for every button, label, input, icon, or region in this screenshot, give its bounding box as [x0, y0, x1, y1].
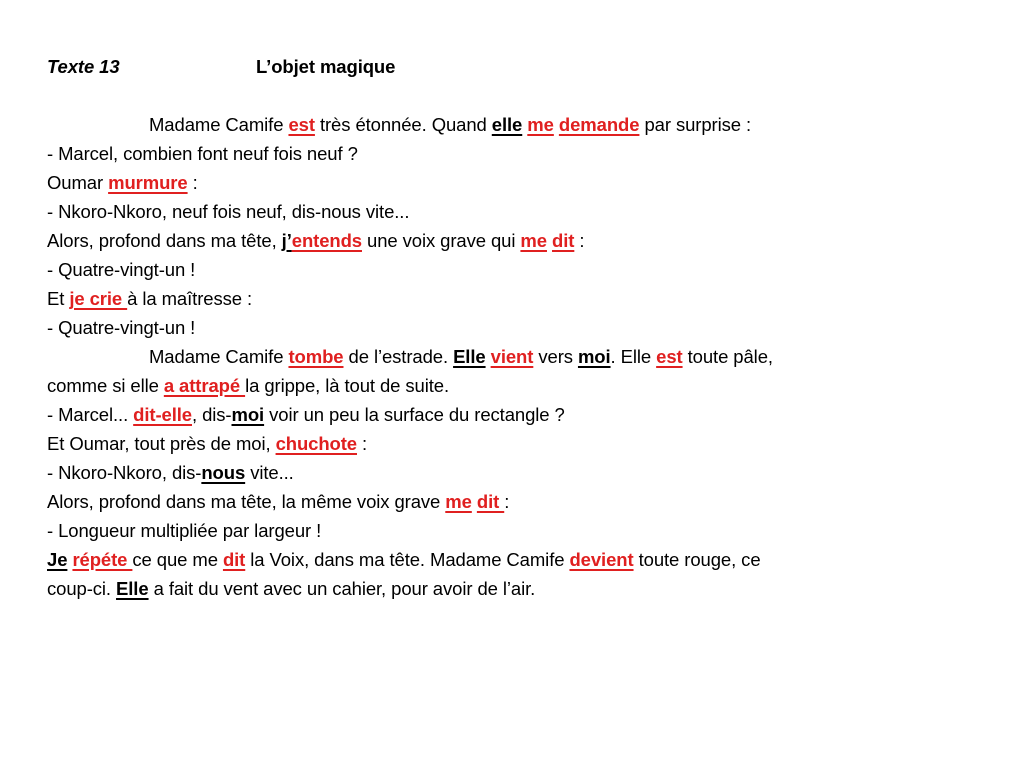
text-line: [47, 168, 977, 197]
blank-line: [47, 81, 977, 110]
text-segment: Oumar: [47, 172, 109, 193]
text-segment: de l’estrade.: [343, 346, 454, 367]
text-line: [47, 429, 977, 458]
text-segment: :: [187, 172, 198, 193]
text-line: [47, 110, 977, 139]
text-line: [47, 197, 977, 226]
highlighted-pronoun: j’: [281, 230, 292, 251]
text-segment: :: [357, 433, 368, 454]
text-line: [47, 574, 977, 603]
highlighted-verb: devient: [569, 549, 634, 570]
highlighted-verb: je crie: [69, 288, 128, 309]
text-segment: Alors, profond dans ma tête, la même voix grave: [47, 491, 446, 512]
highlighted-verb: est: [656, 346, 683, 367]
text-line: [47, 284, 977, 313]
highlighted-verb: dit-elle: [133, 404, 192, 425]
slide: [47, 52, 977, 603]
highlighted-verb: répéte: [72, 549, 133, 570]
text-segment: - Marcel...: [47, 404, 134, 425]
text-segment: Et Oumar, tout près de moi,: [47, 433, 276, 454]
text-line: [47, 400, 977, 429]
text-segment: - Nkoro-Nkoro, dis-: [47, 462, 202, 483]
text-segment: voir un peu la surface du rectangle ?: [264, 404, 565, 425]
text-segment: - Longueur multipliée par largeur !: [47, 520, 322, 541]
text-segment: - Nkoro-Nkoro, neuf fois neuf, dis-nous vite...: [47, 201, 410, 222]
text-segment: très étonnée. Quand: [314, 114, 492, 135]
highlighted-verb: entends: [291, 230, 362, 251]
text-segment: vers: [533, 346, 578, 367]
highlighted-pronoun: moi: [577, 346, 611, 367]
text-segment: Alors, profond dans ma tête,: [47, 230, 282, 251]
text-title: L’objet magique: [256, 56, 396, 77]
highlighted-verb: demande: [558, 114, 640, 135]
text-segment: Madame Camife: [149, 346, 289, 367]
highlighted-verb: vient: [490, 346, 534, 367]
text-segment: vite...: [245, 462, 294, 483]
text-segment: :: [504, 491, 510, 512]
highlighted-verb: tombe: [288, 346, 344, 367]
text-line: [47, 371, 977, 400]
highlighted-verb: me: [445, 491, 472, 512]
highlighted-pronoun: Je: [47, 549, 68, 570]
text-segment: - Quatre-vingt-un !: [47, 259, 196, 280]
text-segment: toute pâle,: [682, 346, 773, 367]
highlighted-verb: dit: [476, 491, 505, 512]
text-segment: - Marcel, combien font neuf fois neuf ?: [47, 143, 358, 164]
text-line: [47, 226, 977, 255]
highlighted-pronoun: Elle: [453, 346, 486, 367]
text-segment: , dis-: [192, 404, 232, 425]
highlighted-pronoun: moi: [231, 404, 265, 425]
title-row: [47, 52, 977, 81]
highlighted-pronoun: nous: [201, 462, 246, 483]
highlighted-verb: a attrapé: [163, 375, 246, 396]
text-segment: par surprise :: [639, 114, 752, 135]
text-line: [47, 516, 977, 545]
highlighted-verb: murmure: [108, 172, 188, 193]
text-segment: :: [574, 230, 585, 251]
highlighted-pronoun: elle: [491, 114, 523, 135]
highlighted-verb: dit: [552, 230, 575, 251]
story-text: [47, 110, 977, 603]
text-line: [47, 487, 977, 516]
text-segment: Madame Camife: [149, 114, 289, 135]
text-segment: la grippe, là tout de suite.: [245, 375, 450, 396]
text-line: [47, 545, 977, 574]
text-line: [47, 313, 977, 342]
highlighted-verb: dit: [222, 549, 246, 570]
text-segment: Et: [47, 288, 70, 309]
text-segment: la Voix, dans ma tête. Madame Camife: [245, 549, 570, 570]
text-segment: comme si elle: [47, 375, 164, 396]
highlighted-verb: me: [520, 230, 547, 251]
text-segment: a fait du vent avec un cahier, pour avoir de l’air.: [148, 578, 536, 599]
text-line: [47, 458, 977, 487]
text-line: [47, 139, 977, 168]
text-segment: - Quatre-vingt-un !: [47, 317, 196, 338]
text-segment: à la maîtresse :: [127, 288, 253, 309]
text-segment: . Elle: [610, 346, 657, 367]
text-segment: coup-ci.: [47, 578, 117, 599]
highlighted-verb: chuchote: [275, 433, 357, 454]
text-segment: toute rouge, ce: [633, 549, 761, 570]
text-line: [47, 255, 977, 284]
text-segment: ce que me: [132, 549, 223, 570]
text-number: Texte 13: [47, 56, 120, 77]
text-line: [47, 342, 977, 371]
highlighted-verb: est: [288, 114, 315, 135]
highlighted-pronoun: Elle: [116, 578, 149, 599]
text-segment: une voix grave qui: [361, 230, 521, 251]
highlighted-verb: me: [527, 114, 554, 135]
